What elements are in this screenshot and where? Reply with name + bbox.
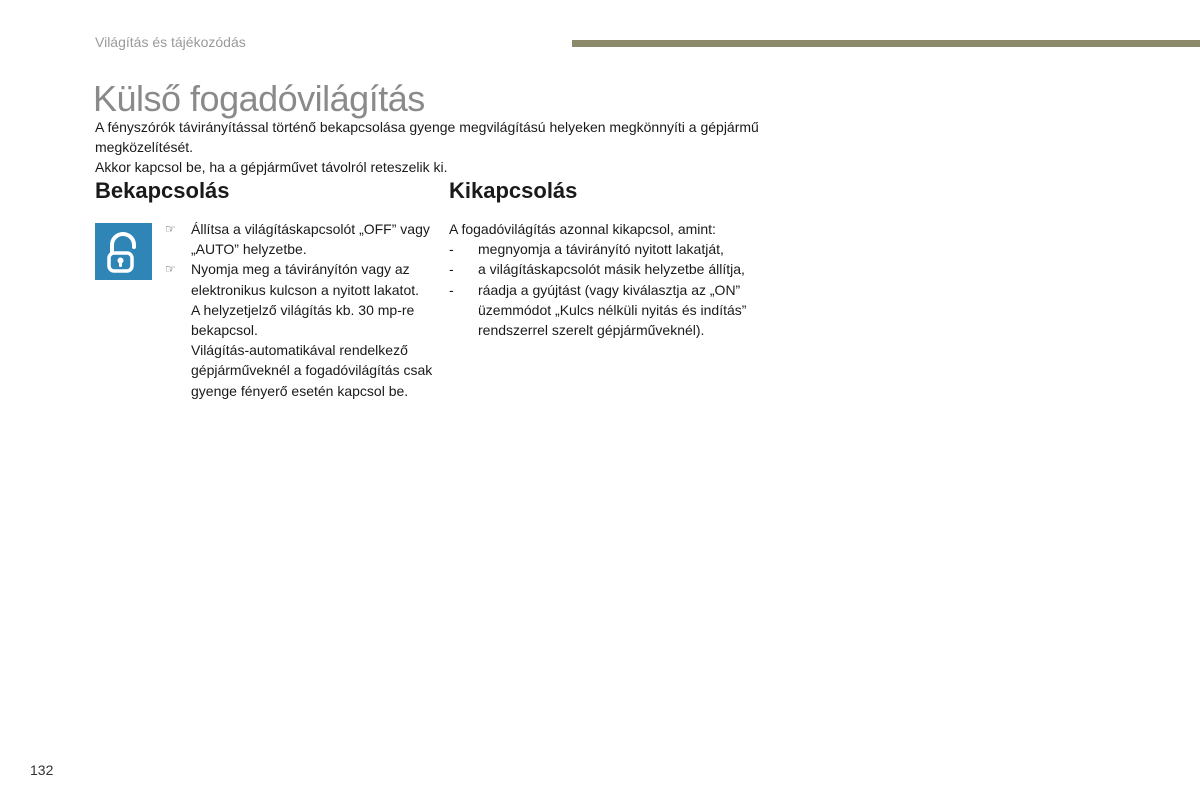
step-text: Állítsa a világításkapcsolót „OFF” vagy „AUTO” helyzetbe. xyxy=(191,221,430,258)
dash-marker: - xyxy=(449,281,454,298)
finger-pointer-icon: ☞ xyxy=(165,222,176,236)
condition-text: ráadja a gyújtást (vagy kiválasztja az „ON” üzemmódot „Kulcs nélküli nyitás és indítás” rendszerrel szerelt gépjárműveknél). xyxy=(478,281,747,339)
intro-paragraph: A fényszórók távirányítással történő bekapcsolása gyenge megvilágítású helyeken megkönnyíti a gépjármű megközelítését. xyxy=(95,119,759,155)
bekapcsolas-heading: Bekapcsolás xyxy=(95,178,230,203)
kikapcsolas-intro: A fogadóvilágítás azonnal kikapcsol, amint: xyxy=(449,221,716,237)
page-number: 132 xyxy=(30,762,54,778)
intro-text xyxy=(95,117,795,177)
unlocked-padlock-icon xyxy=(95,223,152,280)
list-item xyxy=(165,219,435,259)
list-item xyxy=(449,239,809,259)
list-item xyxy=(449,259,809,279)
condition-text: a világításkapcsolót másik helyzetbe állítja, xyxy=(478,261,745,278)
list-item xyxy=(449,280,809,341)
intro-paragraph: Akkor kapcsol be, ha a gépjárművet távolról reteszelik ki. xyxy=(95,159,448,175)
kikapcsolas-section xyxy=(449,219,809,340)
finger-pointer-icon: ☞ xyxy=(165,262,176,277)
bekapcsolas-steps xyxy=(165,219,435,401)
dash-marker: - xyxy=(449,241,454,258)
kikapcsolas-heading: Kikapcsolás xyxy=(449,178,578,203)
step-note: A helyzetjelző világítás kb. 30 mp-re bekapcsol. xyxy=(191,301,415,339)
step-note: Világítás-automatikával rendelkező gépjárműveknél a fogadóvilágítás csak gyenge fényerő esetén kapcsol be. xyxy=(191,342,433,399)
list-item xyxy=(165,259,435,400)
page-title: Külső fogadóvilágítás xyxy=(93,78,425,119)
dash-marker: - xyxy=(449,261,454,278)
kikapcsolas-conditions xyxy=(449,239,809,340)
header-accent-bar xyxy=(572,40,1200,47)
step-text: Nyomja meg a távirányítón vagy az elektronikus kulcson a nyitott lakatot. xyxy=(191,261,420,298)
section-header: Világítás és tájékozódás xyxy=(95,34,246,50)
condition-text: megnyomja a távirányító nyitott lakatját, xyxy=(478,241,724,258)
